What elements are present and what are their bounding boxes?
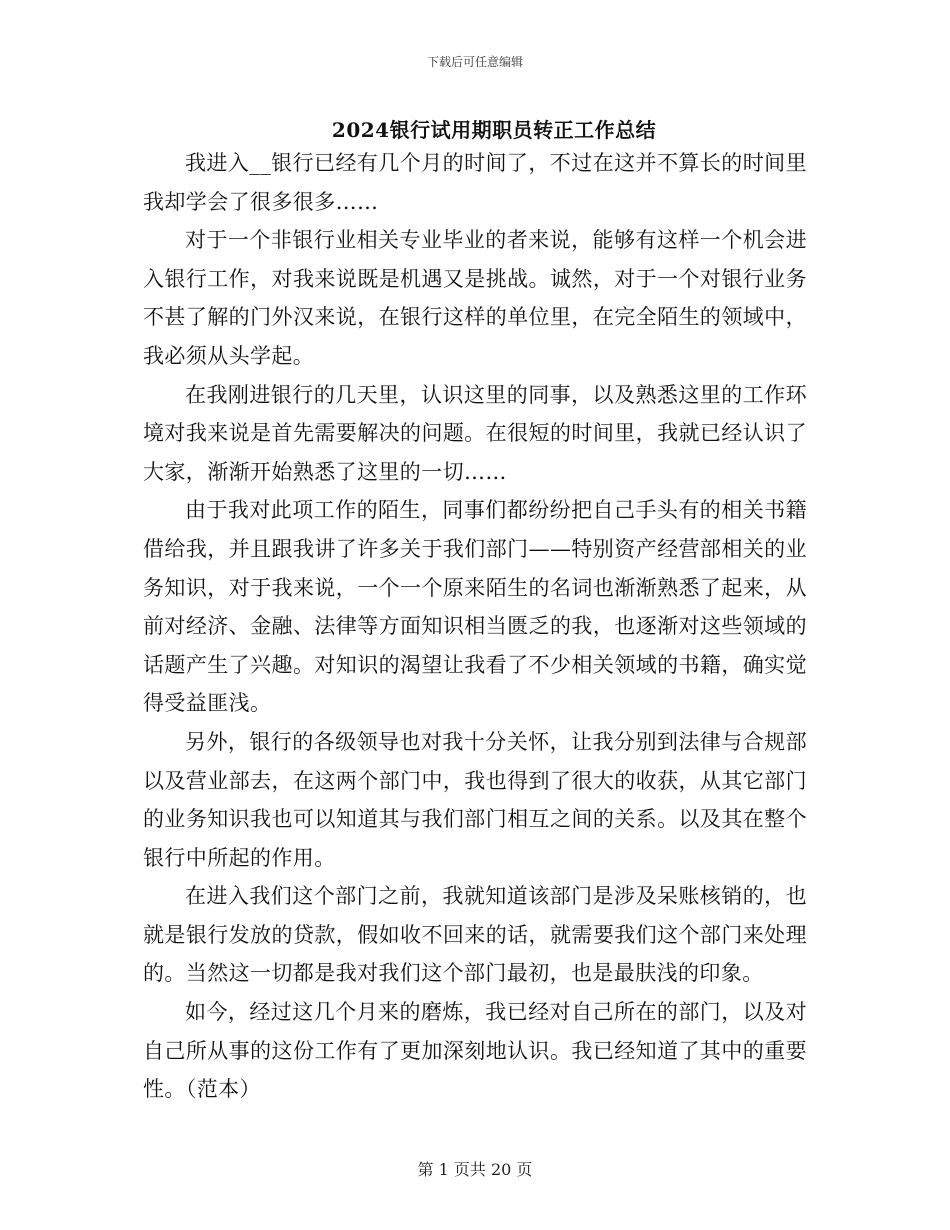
page-footer: 第 1 页共 20 页 <box>417 1160 533 1179</box>
paragraph: 我进入__银行已经有几个月的时间了，不过在这并不算长的时间里我却学会了很多很多…… <box>143 151 807 214</box>
paragraph: 在我刚进银行的几天里，认识这里的同事，以及熟悉这里的工作环境对我来说是首先需要解决的问题。在很短的时间里，我就已经认识了大家，渐渐开始熟悉了这里的一切…… <box>143 382 807 484</box>
document-title: 2024银行试用期职员转正工作总结 <box>331 118 657 142</box>
paragraph: 如今，经过这几个月来的磨炼，我已经对自己所在的部门，以及对自己所从事的这份工作有了更加深刻地认识。我已经知道了其中的重要性。（范本） <box>143 1000 807 1102</box>
paragraph: 由于我对此项工作的陌生，同事们都纷纷把自己手头有的相关书籍借给我，并且跟我讲了许多关于我们部门——特别资产经营部相关的业务知识，对于我来说，一个一个原来陌生的名词也渐渐熟悉了起来，从前对经济、金融、法律等方面知识相当匮乏的我，也逐渐对这些领域的话题产生了兴趣。对知识的渴望让我看了不少相关领域的书籍，确实觉得受益匪浅。 <box>143 498 807 716</box>
document-body <box>143 144 807 1109</box>
paragraph: 在进入我们这个部门之前，我就知道该部门是涉及呆账核销的，也就是银行发放的贷款，假如收不回来的话，就需要我们这个部门来处理的。当然这一切都是我对我们这个部门最初，也是最肤浅的印象。 <box>143 884 807 986</box>
paragraph: 另外，银行的各级领导也对我十分关怀，让我分别到法律与合规部以及营业部去，在这两个部门中，我也得到了很大的收获，从其它部门的业务知识我也可以知道其与我们部门相互之间的关系。以及其在整个银行中所起的作用。 <box>143 729 807 870</box>
paragraph: 对于一个非银行业相关专业毕业的者来说，能够有这样一个机会进入银行工作，对我来说既是机遇又是挑战。诚然，对于一个对银行业务不甚了解的门外汉来说，在银行这样的单位里，在完全陌生的领域中，我必须从头学起。 <box>143 228 807 368</box>
header-note: 下载后可任意编辑 <box>426 55 523 69</box>
